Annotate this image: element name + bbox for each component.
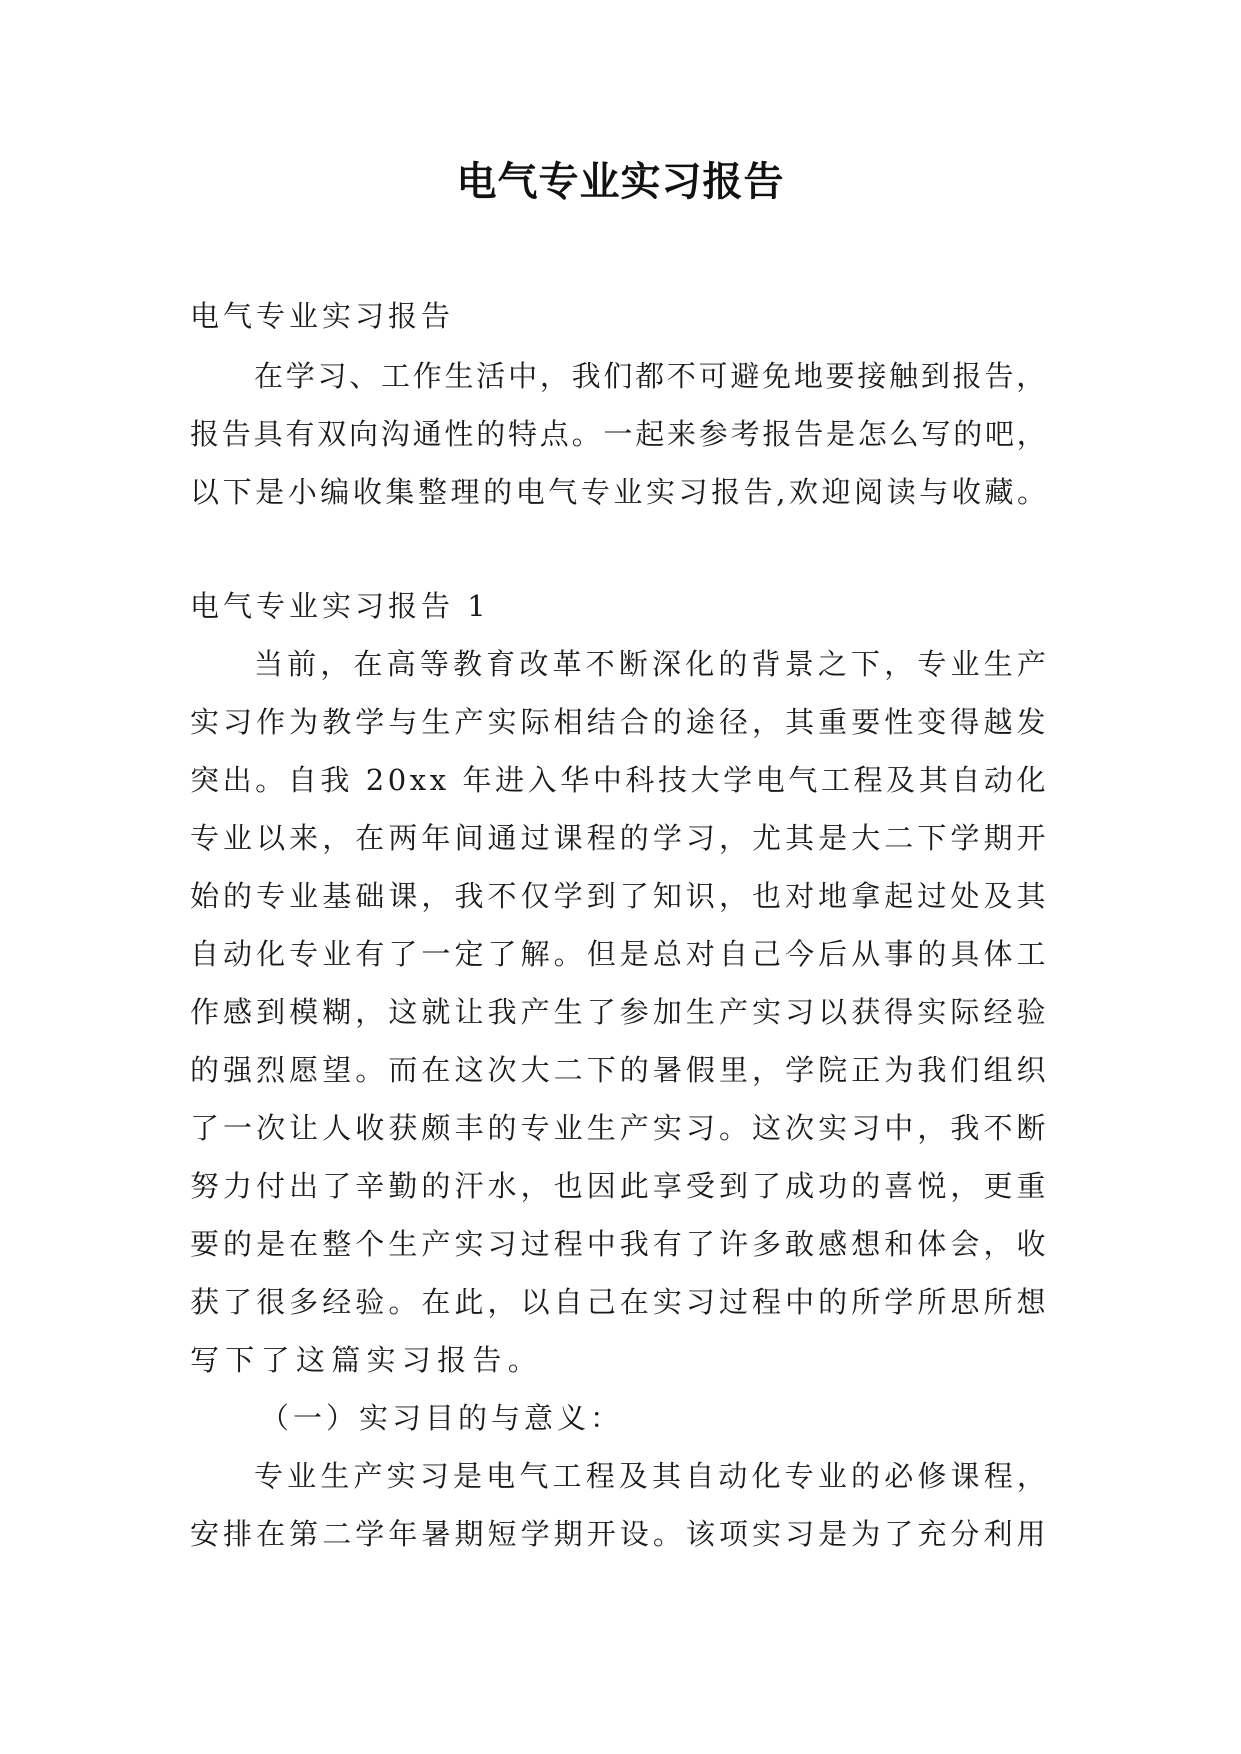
body-paragraph-line: 自动化专业有了一定了解。但是总对自己今后从事的具体工 (190, 937, 1050, 971)
body-paragraph-line: 始的专业基础课，我不仅学到了知识，也对地拿起过处及其 (190, 879, 1050, 913)
body-paragraph-line: 了一次让人收获颇丰的专业生产实习。这次实习中，我不断 (190, 1111, 1050, 1145)
body-paragraph-line: 实习作为教学与生产实际相结合的途径，其重要性变得越发 (190, 705, 1050, 739)
body-paragraph-line: 突出。自我 20xx 年进入华中科技大学电气工程及其自动化 (190, 763, 1050, 797)
intro-paragraph-line: 在学习、工作生活中，我们都不可避免地要接触到报告， (254, 359, 1048, 393)
body-paragraph-line: 作感到模糊，这就让我产生了参加生产实习以获得实际经验 (190, 995, 1050, 1029)
body-paragraph-line: 的强烈愿望。而在这次大二下的暑假里，学院正为我们组织 (190, 1053, 1050, 1087)
body-paragraph-line: 当前，在高等教育改革不断深化的背景之下，专业生产 (254, 647, 1051, 681)
intro-paragraph-line: 以下是小编收集整理的电气专业实习报告,欢迎阅读与收藏。 (190, 475, 1050, 509)
body-paragraph-line: 专业生产实习是电气工程及其自动化专业的必修课程， (254, 1459, 1051, 1493)
intro-heading: 电气专业实习报告 (190, 299, 455, 333)
body-paragraph-line: 专业以来，在两年间通过课程的学习，尤其是大二下学期开 (190, 821, 1050, 855)
document-title: 电气专业实习报告 (456, 159, 785, 205)
body-paragraph-line: 写下了这篇实习报告。 (190, 1343, 544, 1377)
body-paragraph-line: 获了很多经验。在此，以自己在实习过程中的所学所思所想 (190, 1285, 1050, 1319)
section-heading: 电气专业实习报告 1 (190, 589, 490, 623)
intro-paragraph-line: 报告具有双向沟通性的特点。一起来参考报告是怎么写的吧， (190, 417, 1049, 451)
subsection-heading: （一）实习目的与意义： (260, 1401, 624, 1435)
body-paragraph-line: 努力付出了辛勤的汗水，也因此享受到了成功的喜悦，更重 (190, 1169, 1050, 1203)
body-paragraph-line: 要的是在整个生产实习过程中我有了许多敢感想和体会，收 (190, 1227, 1050, 1261)
body-paragraph-line: 安排在第二学年暑期短学期开设。该项实习是为了充分利用 (190, 1517, 1050, 1551)
